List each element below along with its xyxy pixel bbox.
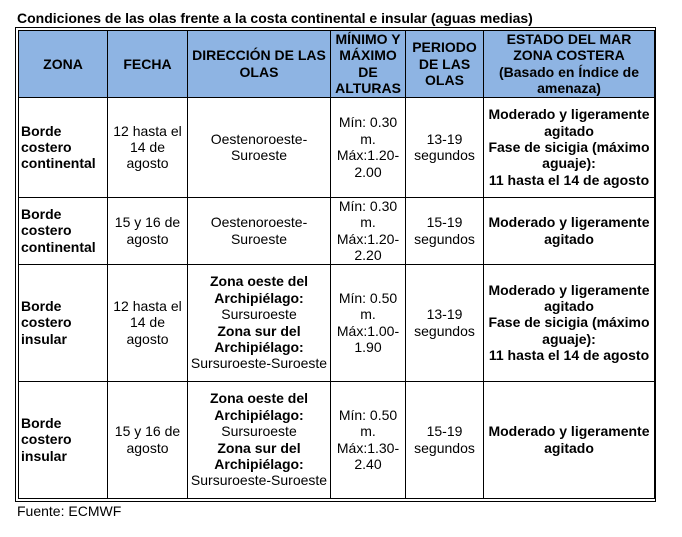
- cell-fecha: 15 y 16 de agosto: [108, 381, 188, 498]
- direccion-label: Zona sur del Archipiélago:: [214, 439, 304, 473]
- alturas-min: Mín: 0.30 m.: [338, 197, 398, 231]
- estado-line: Moderado y ligeramente agitado: [488, 281, 650, 315]
- header-periodo: PERIODO DE LAS OLAS: [406, 31, 484, 98]
- alturas-min: Mín: 0.30 m.: [338, 114, 398, 147]
- alturas-max: Máx:1.00-1.90: [336, 322, 400, 356]
- header-estado-line2: (Basado en Índice de amenaza): [498, 63, 640, 97]
- header-alturas: MÍNIMO Y MÁXIMO DE ALTURAS: [331, 31, 406, 98]
- direccion-value: Sursuroeste-Suroeste: [190, 355, 328, 372]
- cell-estado: [484, 264, 655, 381]
- cell-alturas: [331, 197, 406, 264]
- alturas-min: Mín: 0.50 m.: [338, 289, 398, 323]
- direccion-value: Sursuroeste-Suroeste: [190, 472, 328, 489]
- cell-direccion: [188, 264, 331, 381]
- cell-periodo: 15-19 segundos: [406, 381, 484, 498]
- header-zona: ZONA: [19, 31, 108, 98]
- alturas-min: Mín: 0.50 m.: [338, 406, 398, 440]
- estado-line: 11 hasta el 14 de agosto: [488, 171, 650, 188]
- cell-estado: [484, 381, 655, 498]
- estado-line: 11 hasta el 14 de agosto: [488, 347, 650, 364]
- header-row: [19, 31, 655, 98]
- cell-estado: [484, 197, 655, 264]
- alturas-max: Máx:1.20-2.20: [336, 230, 400, 264]
- cell-periodo: 13-19 segundos: [406, 264, 484, 381]
- estado-line: Fase de sicigia (máximo aguaje):: [488, 314, 650, 347]
- direccion-value: Sursuroeste: [221, 306, 297, 323]
- table-row: [19, 381, 655, 498]
- cell-zona: Borde costero continental: [19, 97, 108, 197]
- cell-direccion: [188, 381, 331, 498]
- header-estado: [484, 31, 655, 98]
- waves-table: [18, 30, 655, 499]
- estado-line: Moderado y ligeramente agitado: [488, 423, 650, 456]
- cell-fecha: 12 hasta el 14 de agosto: [108, 264, 188, 381]
- table-row: [19, 264, 655, 381]
- estado-line: Moderado y ligeramente agitado: [488, 106, 650, 139]
- cell-periodo: 15-19 segundos: [406, 197, 484, 264]
- cell-alturas: [331, 381, 406, 498]
- cell-alturas: [331, 97, 406, 197]
- document-title: Condiciones de las olas frente a la costa continental e insular (aguas medias): [17, 10, 533, 26]
- cell-zona: Borde costero insular: [19, 381, 108, 498]
- cell-zona: Borde costero continental: [19, 197, 108, 264]
- cell-direccion: Oestenoroeste-Suroeste: [188, 97, 331, 197]
- header-direccion: DIRECCIÓN DE LAS OLAS: [188, 31, 331, 98]
- estado-line: Moderado y ligeramente agitado: [488, 214, 650, 247]
- cell-fecha: 15 y 16 de agosto: [108, 197, 188, 264]
- header-estado-line1: ESTADO DEL MAR ZONA COSTERA: [506, 31, 632, 64]
- table-row: [19, 97, 655, 197]
- cell-alturas: [331, 264, 406, 381]
- cell-periodo: 13-19 segundos: [406, 97, 484, 197]
- table-row: [19, 197, 655, 264]
- alturas-max: Máx:1.20-2.00: [336, 147, 400, 180]
- cell-estado: [484, 97, 655, 197]
- cell-direccion: Oestenoroeste-Suroeste: [188, 197, 331, 264]
- direccion-label: Zona oeste del Archipiélago:: [209, 390, 309, 423]
- cell-zona: Borde costero insular: [19, 264, 108, 381]
- cell-fecha: 12 hasta el 14 de agosto: [108, 97, 188, 197]
- header-fecha: FECHA: [108, 31, 188, 98]
- alturas-max: Máx:1.30-2.40: [336, 439, 400, 473]
- direccion-label: Zona sur del Archipiélago:: [214, 322, 304, 356]
- direccion-value: Sursuroeste: [221, 423, 297, 440]
- source-note: Fuente: ECMWF: [17, 503, 122, 519]
- direccion-label: Zona oeste del Archipiélago:: [209, 273, 309, 306]
- estado-line: Fase de sicigia (máximo aguaje):: [488, 138, 650, 172]
